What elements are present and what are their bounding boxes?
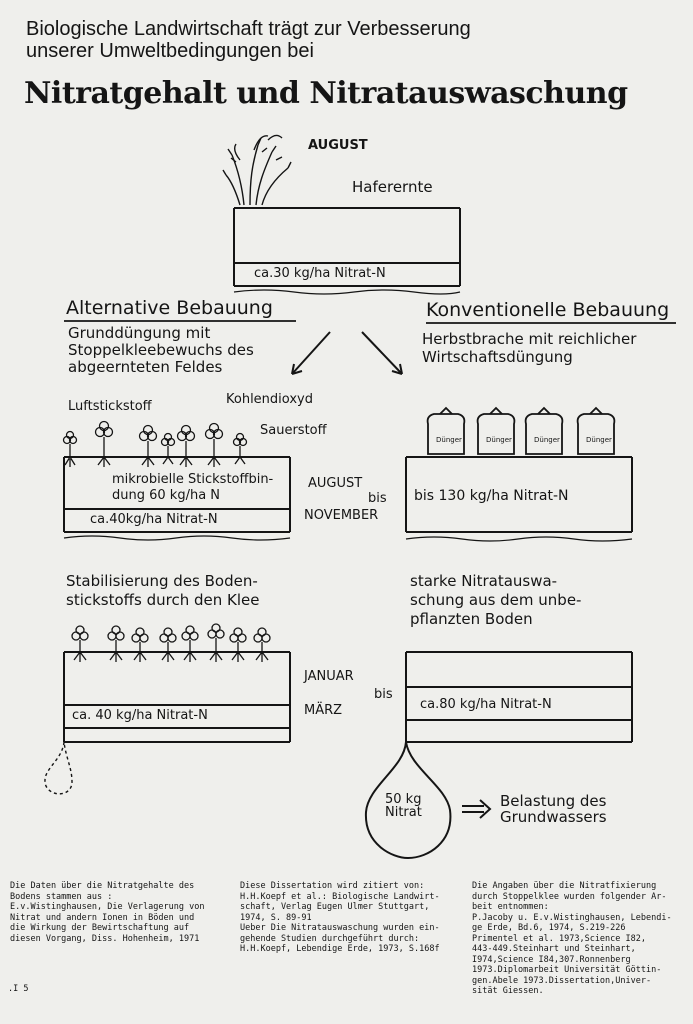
- footnote-line: I974,Science I84,307.Ronnenberg: [472, 954, 631, 965]
- small-drop-icon: [45, 742, 72, 794]
- left-winter-box: [64, 652, 290, 742]
- fixation-line1: mikrobielle Stickstoffbin-: [112, 472, 274, 487]
- left-desc-3: abgeernteten Feldes: [68, 358, 223, 376]
- footnote-col3: [472, 881, 672, 997]
- bag-label: Dünger: [486, 436, 512, 444]
- left-heading: Alternative Bebauung: [66, 297, 273, 319]
- header-subtitle-line2: unserer Umweltbedingungen bei: [26, 40, 314, 62]
- arrow-to-left-icon: [292, 332, 330, 374]
- burden-line2: Grundwassers: [500, 808, 607, 826]
- groundwater-arrow-icon: [462, 800, 490, 818]
- footnote-line: 1973.Diplomarbeit Universität Göttin-: [472, 965, 662, 975]
- footnote-line: Diese Dissertation wird zitiert von:: [240, 881, 425, 891]
- footnote-line: H.H.Koepf et al.: Biologische Landwirt-: [240, 891, 440, 902]
- leach-line3: pflanzten Boden: [410, 610, 533, 628]
- footnote-line: 1974, S. 89-91: [240, 912, 312, 923]
- footnote-line: H.H.Koepf, Lebendige Erde, 1973, S.168f: [240, 944, 440, 954]
- stab-line1: Stabilisierung des Boden-: [66, 572, 258, 590]
- footnote-line: Die Daten über die Nitratgehalte des: [10, 881, 195, 891]
- drop-label: Nitrat: [385, 805, 422, 820]
- footnote-line: P.Jacoby u. E.v.Wistinghausen, Lebendi-: [472, 912, 672, 923]
- footnote-col2: [240, 881, 440, 955]
- right-heading: Konventionelle Bebauung: [426, 299, 670, 321]
- footnote-line: 443-449.Steinhart und Steinhart,: [472, 944, 636, 954]
- left-desc-2: Stoppelkleebewuchs des: [68, 341, 254, 359]
- period2-bis: bis: [374, 687, 393, 702]
- period1-start: AUGUST: [308, 476, 363, 491]
- fixation-line2: dung 60 kg/ha N: [112, 488, 221, 503]
- footnote-line: gen.Abele 1973.Dissertation,Univer-: [472, 975, 652, 986]
- bag-label: Dünger: [436, 436, 462, 444]
- right-winter-nitrate: ca.80 kg/ha Nitrat-N: [420, 697, 552, 712]
- bag-label: Dünger: [586, 436, 612, 444]
- footnote-line: E.v.Wistinghausen, Die Verlagerung von: [10, 902, 205, 912]
- right-desc-1: Herbstbrache mit reichlicher: [422, 330, 637, 348]
- period2-end: MÄRZ: [304, 703, 343, 718]
- footnote-line: Die Angaben über die Nitratfixierung: [472, 881, 657, 891]
- footnote-line: durch Stoppelklee wurden folgender Ar-: [472, 891, 667, 902]
- drop-amount: 50 kg: [385, 792, 422, 807]
- footnote-line: sität Giessen.: [472, 986, 544, 996]
- footnote-line: Bodens stammen aus :: [10, 891, 113, 902]
- leach-line2: schung aus dem unbe-: [410, 591, 582, 609]
- left-winter-nitrate: ca. 40 kg/ha Nitrat-N: [72, 708, 208, 723]
- page-title: Nitratgehalt und Nitratauswaschung: [24, 76, 628, 111]
- period1-bis: bis: [368, 491, 387, 506]
- air-co2: Kohlendioxyd: [226, 392, 313, 407]
- oat-plant-icon: [223, 135, 291, 205]
- footnote-line: ge Erde, Bd.6, 1974, S.219-226: [472, 923, 626, 933]
- right-autumn-nitrate: bis 130 kg/ha Nitrat-N: [414, 488, 569, 504]
- harvest-label: Haferernte: [352, 178, 433, 196]
- footnote-line: diesen Vorgang, Diss. Hohenheim, 1971: [10, 933, 200, 944]
- leach-line1: starke Nitratauswa-: [410, 572, 558, 590]
- air-oxygen: Sauerstoff: [260, 423, 327, 438]
- clover-icon: [64, 422, 247, 468]
- arrow-to-right-icon: [362, 332, 402, 374]
- footnote-line: die Wirkung der Bewirtschaftung auf: [10, 923, 190, 933]
- bag-label: Dünger: [534, 436, 560, 444]
- footnote-line: Ueber Die Nitratauswaschung wurden ein-: [240, 923, 440, 933]
- top-nitrate-label: ca.30 kg/ha Nitrat-N: [254, 266, 386, 281]
- top-month: AUGUST: [308, 138, 368, 153]
- fertilizer-bag-icon: [428, 408, 615, 454]
- right-desc-2: Wirtschaftsdüngung: [422, 348, 573, 366]
- top-soil-box: [234, 208, 460, 294]
- period2-start: JANUAR: [304, 669, 354, 684]
- header-subtitle-line1: Biologische Landwirtschaft trägt zur Verbesserung: [26, 18, 471, 40]
- burden-line1: Belastung des: [500, 792, 607, 810]
- left-desc-1: Grunddüngung mit: [68, 324, 211, 342]
- footnote-line: schaft, Verlag Eugen Ulmer Stuttgart,: [240, 902, 430, 912]
- period1-end: NOVEMBER: [304, 508, 379, 523]
- page-mark: .I 5: [8, 984, 29, 994]
- stab-line2: stickstoffs durch den Klee: [66, 591, 260, 609]
- footnote-line: Nitrat und andern Ionen in Böden und: [10, 912, 195, 923]
- footnote-col1: [10, 881, 204, 944]
- left-autumn-nitrate: ca.40kg/ha Nitrat-N: [90, 512, 218, 527]
- footnote-line: Primentel et al. 1973,Science I82,: [472, 933, 646, 944]
- footnote-line: beit entnommen:: [472, 902, 549, 912]
- footnote-line: gehende Studien durchgeführt durch:: [240, 933, 420, 944]
- air-nitrogen: Luftstickstoff: [68, 399, 152, 414]
- clover-winter-icon: [72, 624, 270, 662]
